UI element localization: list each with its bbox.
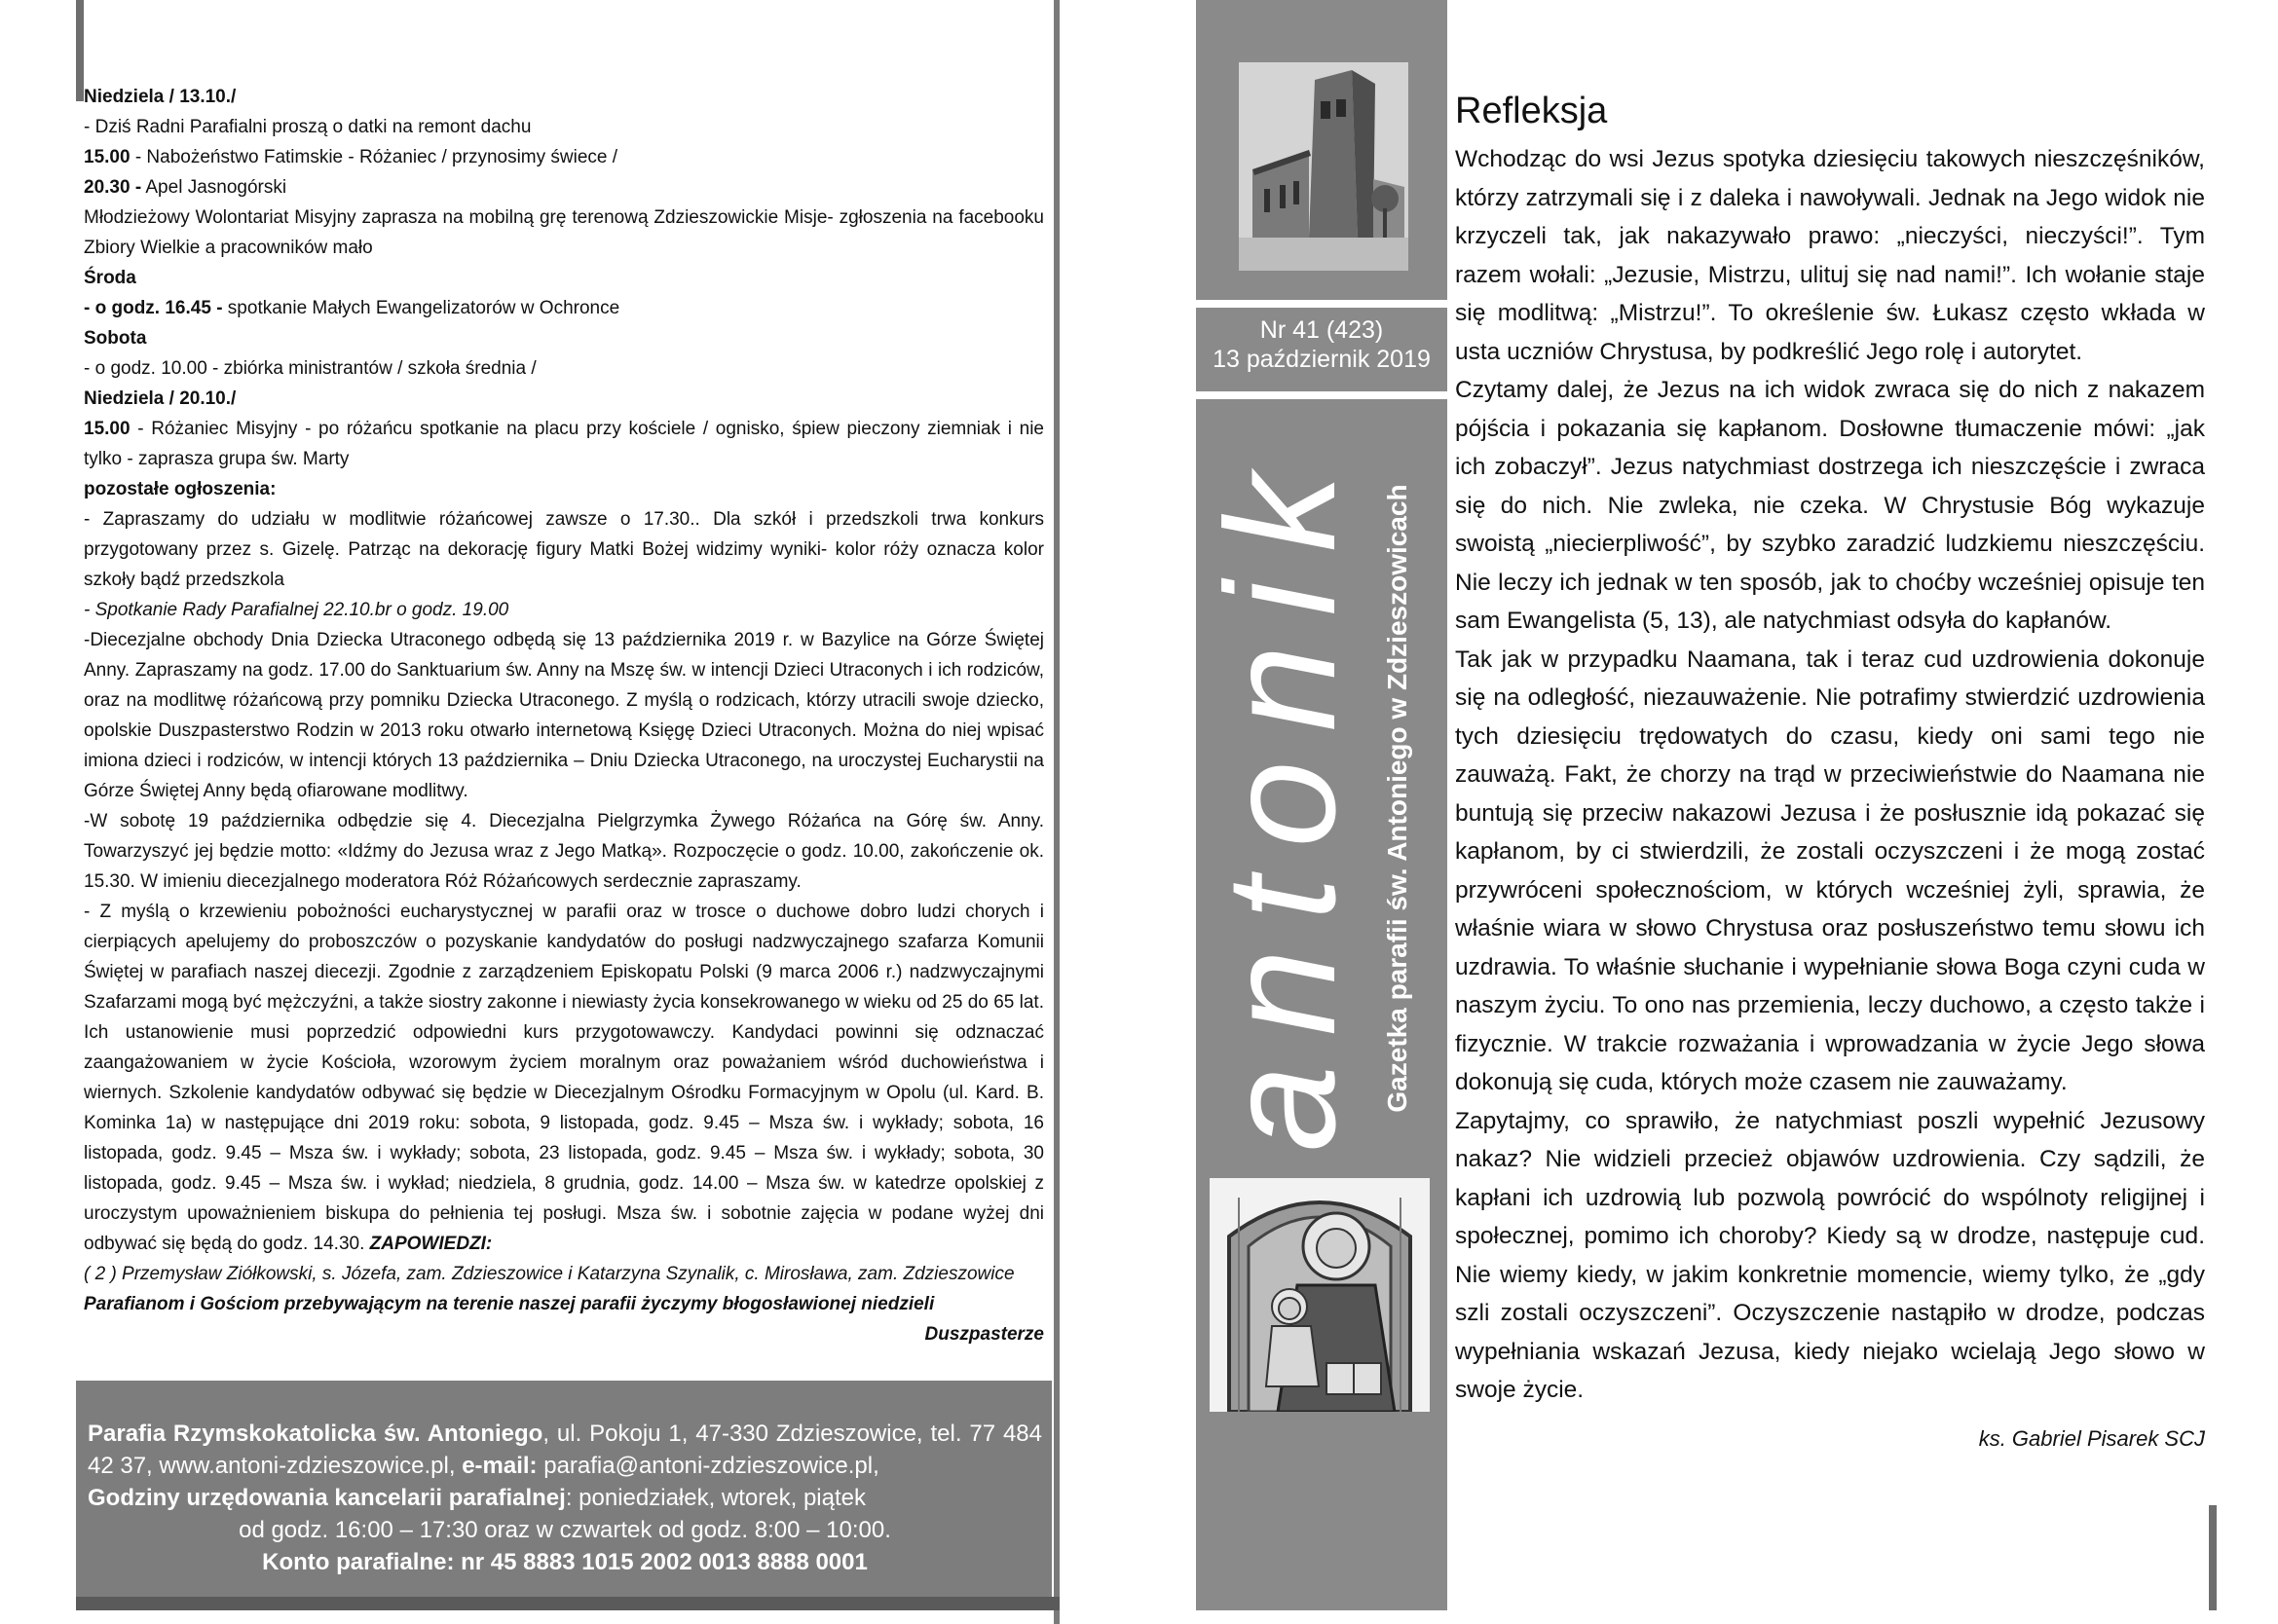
announcement-line: - o godz. 10.00 - zbiórka ministrantów / szkoła średnia / <box>84 358 537 379</box>
announcement-heading: Niedziela / 20.10./ <box>84 388 237 409</box>
announcement-time: - o godz. 16.45 - <box>84 298 223 318</box>
announcement-line: -Diecezjalne obchody Dnia Dziecka Utraconego odbędą się 13 października 2019 r. w Bazylice na Górze Świętej Anny. Zapraszamy na godz. 17.00 do Sanktuarium św. Anny na Mszę św. w intencji Dzieci Utraconych i ich rodziców, oraz na modlitwę różańcową przy pomniku Dziecka Utraconego. Z myślą o rodzicach, którzy utracili swoje dziecko, opolskie Duszpasterstwo Rodzin w 2013 roku otwarło internetową Księgę Dzieci Utraconych. Można do niej wpisać imiona dzieci i rodziców, w intencji których 13 października – Dniu Dziecka Utraconego, na uroczystej Eucharystii na Górze Świętej Anny będą ofiarowane modlitwy. <box>84 630 1044 801</box>
announcement-line: - Zapraszamy do udziału w modlitwie różańcowej zawsze o 17.30.. Dla szkół i przedszkoli trwa konkurs przygotowany przez s. Gizelę. Patrząc na dekorację figury Matki Bożej widzimy wyniki- kolor róży oznacza kolor szkoły bądź przedszkola <box>84 509 1044 590</box>
blessing-line: Parafianom i Gościom przebywającym na terenie naszej parafii życzymy błogosławionej niedzieli <box>84 1294 935 1314</box>
office-hours-times: od godz. 16:00 – 17:30 oraz w czwartek od godz. 8:00 – 10:00. <box>239 1517 891 1543</box>
announcement-time: 20.30 - <box>84 177 142 198</box>
announcement-line: -W sobotę 19 października odbędzie się 4. Diecezjalna Pielgrzymka Żywego Różańca na Górę św. Anny. Towarzyszyć jej będzie motto: «Idźmy do Jezusa wraz z Jego Matką». Rozpoczęcie o godz. 10.00, zakończenie ok. 15.30. W imieniu diecezjalnego moderatora Róż Różańcowych serdecznie zapraszamy. <box>84 811 1044 892</box>
announcement-line <box>84 293 1044 323</box>
masthead-title <box>1193 445 1367 1152</box>
signature: Duszpasterze <box>924 1324 1044 1345</box>
announcement-line: Młodzieżowy Wolontariat Misyjny zaprasza na mobilną grę terenową Zdzieszowickie Misje- zgłoszenia na facebooku Zbiory Wielkie a pracowników mało <box>84 207 1044 258</box>
announcement-text: - Z myślą o krzewieniu pobożności eucharystycznej w parafii oraz w trosce o duchowe dobro ludzi chorych i cierpiących apelujemy do proboszczów o pozyskanie kandydatów do posługi nadzwyczajnego szafarza Komunii Świętej w parafiach naszej diecezji. Zgodnie z zarządzeniem Episkopatu Polski (9 marca 2006 r.) nadzwyczajnymi Szafarzami mogą być mężczyźni, a także siostry zakonne i niewiasty życia konsekrowanego w wieku od 25 do 65 lat. Ich ustanowienie musi poprzedzić odpowiedni kurs przygotowawczy. Kandydaci powinni się odznaczać zaangażowaniem w życie Kościoła, wzorowym życiem moralnym oraz poważaniem wśród duchowieństwa i wiernych. Szkolenie kandydatów odbywać się będzie w Diecezjalnym Ośrodku Formacyjnym w Opolu (ul. Kard. B. Kominka 1a) w następujące dni 2019 roku: sobota, 9 listopada, godz. 9.45 – Msza św. i wykłady; sobota, 16 listopada, godz. 9.45 – Msza św. i wykłady; sobota, 23 listopada, godz. 9.45 – Msza św. i wykłady; sobota, 30 listopada, godz. 9.45 – Msza św. i wykład; niedziela, 8 grudnia, godz. 14.00 – Msza św. w katedrze opolskiej z uroczystym upoważnieniem biskupa do pełnienia tej posługi. Msza św. i sobotnie zajęcia w podane wyżej dni odbywać się będą do godz. 14.30. <box>84 902 1044 1254</box>
announcement-heading: Środa <box>84 268 136 288</box>
announcement-line <box>84 172 1044 203</box>
announcement-text: Apel Jasnogórski <box>141 177 287 198</box>
banns-entry: ( 2 ) Przemysław Ziółkowski, s. Józefa, zam. Zdzieszowice i Katarzyna Szynalik, c. Mirosława, zam. Zdzieszowice <box>84 1264 1015 1284</box>
issue-info <box>1196 310 1447 393</box>
church-icon <box>1239 62 1408 271</box>
article-author: ks. Gabriel Pisarek SCJ <box>1978 1425 2205 1451</box>
announcement-text: spotkanie Małych Ewangelizatorów w Ochronce <box>222 298 620 318</box>
issue-number: Nr 41 (423) <box>1259 316 1384 344</box>
article-paragraph: Wchodząc do wsi Jezus spotyka dziesięciu takowych nieszczęśników, którzy zatrzymali się i z daleka i nawoływali. Jednak na Jego widok nie krzyczeli tak, jak nakazywało prawo: „nieczyści, nieczyści!”. Tym razem wołali: „Jezusie, Mistrzu, ulituj się nad nami!”. Ich wołanie staje się modlitwą: „Mistrzu!”. To określenie św. Łukasz często wkłada w usta uczniów Chrystusa, by podkreślić Jego rolę i autorytet. <box>1455 146 2205 365</box>
banns-heading: ZAPOWIEDZI: <box>369 1234 493 1254</box>
email-label: e-mail: <box>462 1453 538 1479</box>
decorative-bar <box>76 0 84 101</box>
article-paragraph: Tak jak w przypadku Naamana, tak i teraz cud uzdrowienia dokonuje się na odległość, niezauważenie. Nie potrafimy stwierdzić uzdrowienia tych dziesięciu trędowatych do czasu, kiedy oni sami tego nie zauważą. Fakt, że chorzy na trąd w przeciwieństwie do Naamana nie buntują się przeciw nakazowi Jezusa i że posłusznie idą pokazać się kapłanom, by ci stwierdzili, że zostali oczyszczeni i że mogą zostać przywróceni społecznościom, w których wcześniej żyli, sprawia, że właśnie wiara w słowo Chrystusa oraz posłuszeństwo temu słowu ich uzdrawia. To właśnie słuchanie i wypełnianie słowa Boga czyni cuda w naszym życiu. To ono nas przemienia, leczy duchowo, a często także i fizycznie. W trakcie rozważania i wprowadzania w życie Jego słowa dokonują się cuda, których może czasem nie zauważamy. <box>1455 646 2205 1095</box>
office-hours-days: : poniedziałek, wtorek, piątek <box>565 1485 866 1511</box>
decorative-bar <box>76 1597 1060 1610</box>
article-title: Refleksja <box>1455 91 1608 131</box>
article-paragraph: Zapytajmy, co sprawiło, że natychmiast poszli wypełnić Jezusowy nakaz? Nie widzieli przecież objawów uzdrowienia. Czy sądzili, że kapłani ich uzdrowią lub pozwolą powrócić do wspólnoty religijnej i społecznej, pomimo ich choroby? Kiedy są w drodze, następuje cud. Nie wiemy kiedy, w jakim konkretnie momencie, wiemy tylko, że „gdy szli zostali oczyszczeni”. Oczyszczenie nastąpiło w drodze, podczas wypełniania wskazań Jezusa, kiedy niejako wcielają Jego słowo w swoje życie. <box>1455 1107 2205 1403</box>
article-paragraph: Czytamy dalej, że Jezus na ich widok zwraca się do nich z nakazem pójścia i pokazania się kapłanom. Dosłowne tłumaczenie mówi: „jak ich zobaczył”. Jezus natychmiast dostrzega ich nieszczęście i zwraca się do nich. Nie zwleka, nie czeka. W Chrystusie Bóg wykazuje swoistą „niecierpliwość”, by szybko zaradzić ludzkiemu nieszczęściu. Nie leczy ich jednak w ten sposób, jak to choćby wcześniej opisuje ten sam Ewangelista (5, 13), ale natychmiast odsyła do kapłanów. <box>1455 377 2205 634</box>
announcement-text: - Różaniec Misyjny - po różańcu spotkanie na placu przy kościele / ognisko, śpiew pieczony ziemniak i nie tylko - zaprasza grupa św. Marty <box>84 419 1044 469</box>
separator <box>1196 391 1447 399</box>
parish-contact <box>88 1418 1042 1482</box>
issue-date: 13 październik 2019 <box>1213 346 1431 373</box>
tagline-text: Gazetka parafii św. Antoniego w Zdzieszowicach <box>1382 484 1412 1113</box>
title-text: antonik <box>1193 445 1367 1152</box>
parish-name: Parafia Rzymskokatolicka św. Antoniego <box>88 1421 543 1447</box>
announcements <box>84 82 1044 1349</box>
parish-address: , ul. Pokoju 1, 47-330 Zdzieszowice, tel. 77 484 42 37, www.antoni-zdzieszowice.pl, <box>88 1421 1042 1479</box>
announcement-text: - Nabożeństwo Fatimskie - Różaniec / przynosimy świece / <box>130 147 618 167</box>
email-address: parafia@antoni-zdzieszowice.pl, <box>537 1453 879 1479</box>
announcement-line: - Spotkanie Rady Parafialnej 22.10.br o godz. 19.00 <box>84 600 509 620</box>
announcement-time: 15.00 <box>84 147 131 167</box>
announcement-line: - Dziś Radni Parafialni proszą o datki na remont dachu <box>84 117 532 137</box>
saint-anthony-image <box>1210 1178 1430 1412</box>
announcement-line <box>84 142 1044 172</box>
announcement-time: 15.00 <box>84 419 131 439</box>
announcement-line <box>84 414 1044 474</box>
reflection-article <box>1455 86 2205 1458</box>
masthead-tagline <box>1373 458 1422 1139</box>
parish-footer <box>76 1381 1052 1610</box>
separator <box>1196 300 1447 308</box>
announcement-heading: Niedziela / 13.10./ <box>84 87 237 107</box>
office-hours <box>88 1482 1042 1514</box>
church-photo <box>1239 62 1408 271</box>
decorative-bar <box>2209 1505 2217 1610</box>
announcement-line <box>84 897 1044 1259</box>
announcement-heading: Sobota <box>84 328 147 349</box>
page-divider <box>1054 0 1060 1624</box>
saint-icon <box>1210 1178 1430 1412</box>
announcement-heading: pozostałe ogłoszenia: <box>84 479 277 499</box>
office-hours-label: Godziny urzędowania kancelarii parafialnej <box>88 1485 566 1511</box>
bank-account: Konto parafialne: nr 45 8883 1015 2002 0013 8888 0001 <box>262 1549 868 1575</box>
